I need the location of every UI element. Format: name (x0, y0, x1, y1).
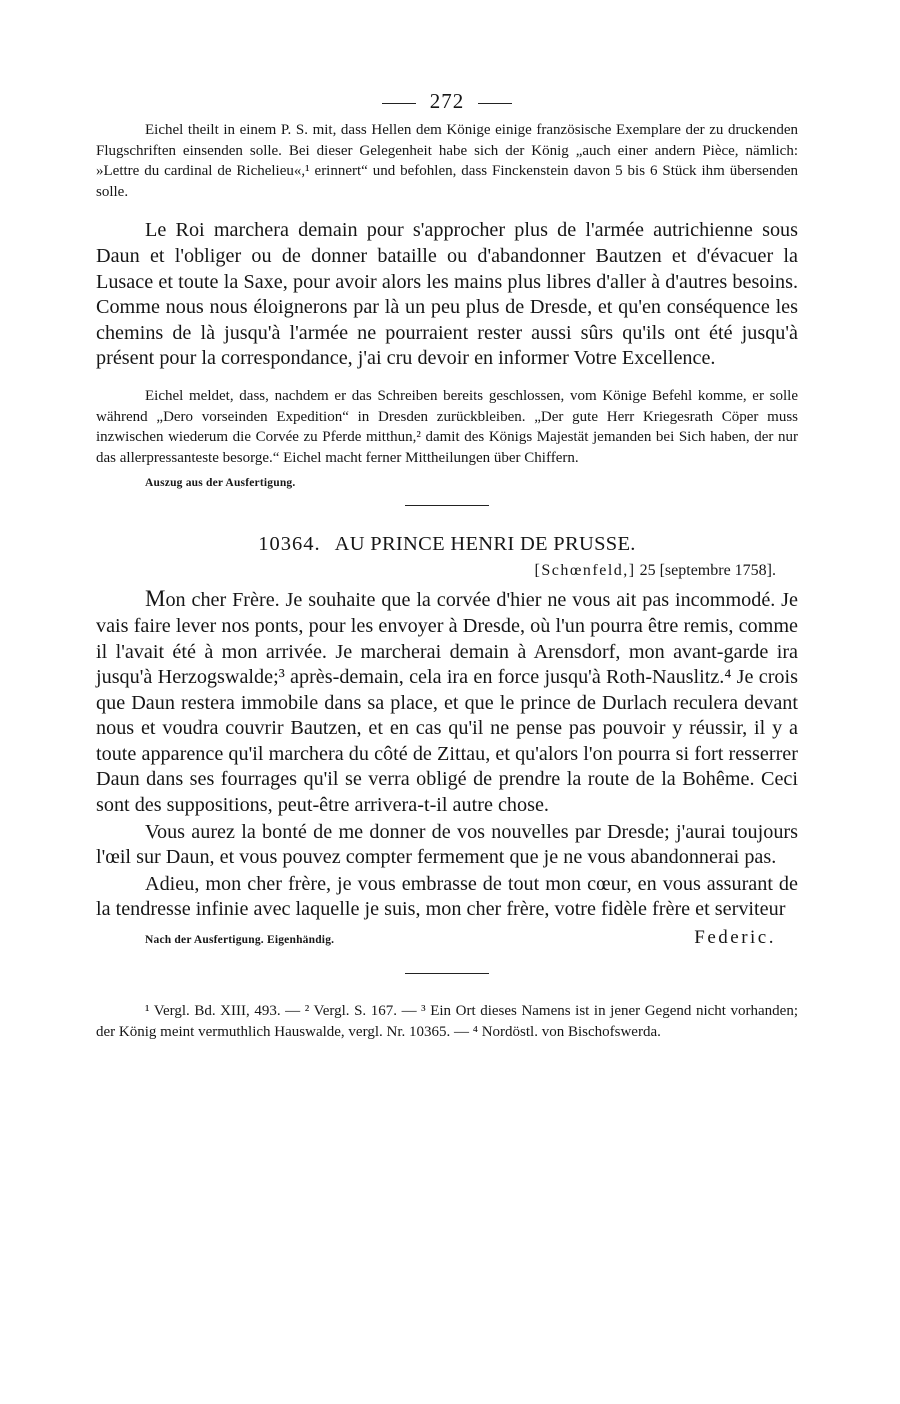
page-number (96, 86, 798, 120)
signature-row (96, 927, 798, 949)
french-passage: Le Roi marchera demain pour s'approcher plus de l'armée autrichienne sous Daun et l'obliger ou de donner bataille ou d'abandonner Bautzen et d'évacuer la Lusace et toute la Saxe, pour avoir alors les mains plus libres d'aller à d'autres besoins. Comme nous nous éloignerons par là un peu plus de Dresde, et qu'en conséquence les chemins de là jusqu'à l'armée ne pourraient rester aussi sûrs qu'ils ont été jusqu'à présent pour la correspondance, j'ai cru devoir en informer Votre Excellence. (96, 219, 798, 370)
letter-heading (96, 530, 798, 558)
section-divider (405, 505, 489, 506)
letter-initial: M (145, 586, 166, 612)
page-number-dash-right (478, 103, 512, 104)
letter-number: 10364. (258, 533, 321, 556)
source-note-2: Nach der Ausfertigung. Eigenhändig. (145, 934, 335, 947)
signature: Federic. (694, 927, 776, 949)
footnote-divider (405, 973, 489, 974)
source-note-1: Auszug aus der Ausfertigung. (145, 477, 296, 490)
letter-paragraph-3: Adieu, mon cher frère, je vous embrasse de tout mon cœur, en vous assurant de la tendresse infinie avec laquelle je suis, mon cher frère, votre fidèle frère et serviteur (96, 872, 798, 921)
letter-body (96, 586, 798, 923)
german-note: Eichel meldet, dass, nachdem er das Schreiben bereits geschlossen, vom Könige Befehl komme, er solle während „Dero vorseinden Expedition“ in Dresden zurückbleiben. „Der gute Herr Kriegesrath Cöper muss inzwischen wiederum die Corvée zu Pferde mitthun,² damit des Königs Majestät jemanden bei Sich haben, der nur das allerpressanteste besorge.“ Eichel macht ferner Mittheilungen über Chiffern. (96, 387, 798, 466)
letter-paragraph-1 (96, 586, 798, 818)
letter-date: 25 [septembre 1758]. (639, 562, 776, 580)
footnotes: ¹ Vergl. Bd. XIII, 493. — ² Vergl. S. 167. — ³ Ein Ort dieses Namens ist in jener Gegend nicht vorhanden; der König meint vermuthlich Hauswalde, vergl. Nr. 10365. — ⁴ Nordöstl. von Bischofswerda. (96, 1003, 798, 1040)
letter-title: AU PRINCE HENRI DE PRUSSE. (334, 533, 636, 556)
letter-dateline (96, 560, 798, 582)
letter-paragraph-1-text: on cher Frère. Je souhaite que la corvée d'hier ne vous ait pas incommodé. Je vais faire lever nos ponts, pour les envoyer à Dresde, où l'un pourra être remis, comme il l'avait été à mon arrivée. Je marcherai demain à Arensdorf, mon avant-garde ira jusqu'à Herzogswalde;³ après-demain, cela ira en force jusqu'à Roth-Nauslitz.⁴ Je crois que Daun restera immobile dans sa place, et que le prince de Durlach reculera devant nous et voudra couvrir Bautzen, et en cas qu'il ne pense pas pouvoir y réussir, il y a toute apparence qu'il marchera du côté de Zittau, et qu'alors l'on pourra si fort resserrer Daun dans ses fourrages qu'il se verra obligé de prendre la route de la Bohême. Ceci sont des suppositions, peut-être arrivera-t-il autre chose. (96, 589, 798, 817)
intro-note: Eichel theilt in einem P. S. mit, dass Hellen dem Könige einige französische Exemplare der zu druckenden Flugschriften einsenden solle. Bei dieser Gelegenheit habe sich der König „auch einer andern Pièce, nämlich: »Lettre du cardinal de Richelieu«,¹ erinnert“ und befohlen, dass Finckenstein davon 5 bis 6 Stück ihm übersenden solle. (96, 122, 798, 200)
letter-paragraph-2: Vous aurez la bonté de me donner de vos nouvelles par Dresde; j'aurai toujours l'œil sur Daun, et vous pouvez compter fermement que je ne vous abandonnerai pas. (96, 820, 798, 869)
page-number-text: 272 (429, 89, 465, 113)
letter-place: [Schœnfeld,] (534, 562, 636, 580)
document-page (96, 86, 798, 1042)
page-number-dash-left (382, 103, 416, 104)
